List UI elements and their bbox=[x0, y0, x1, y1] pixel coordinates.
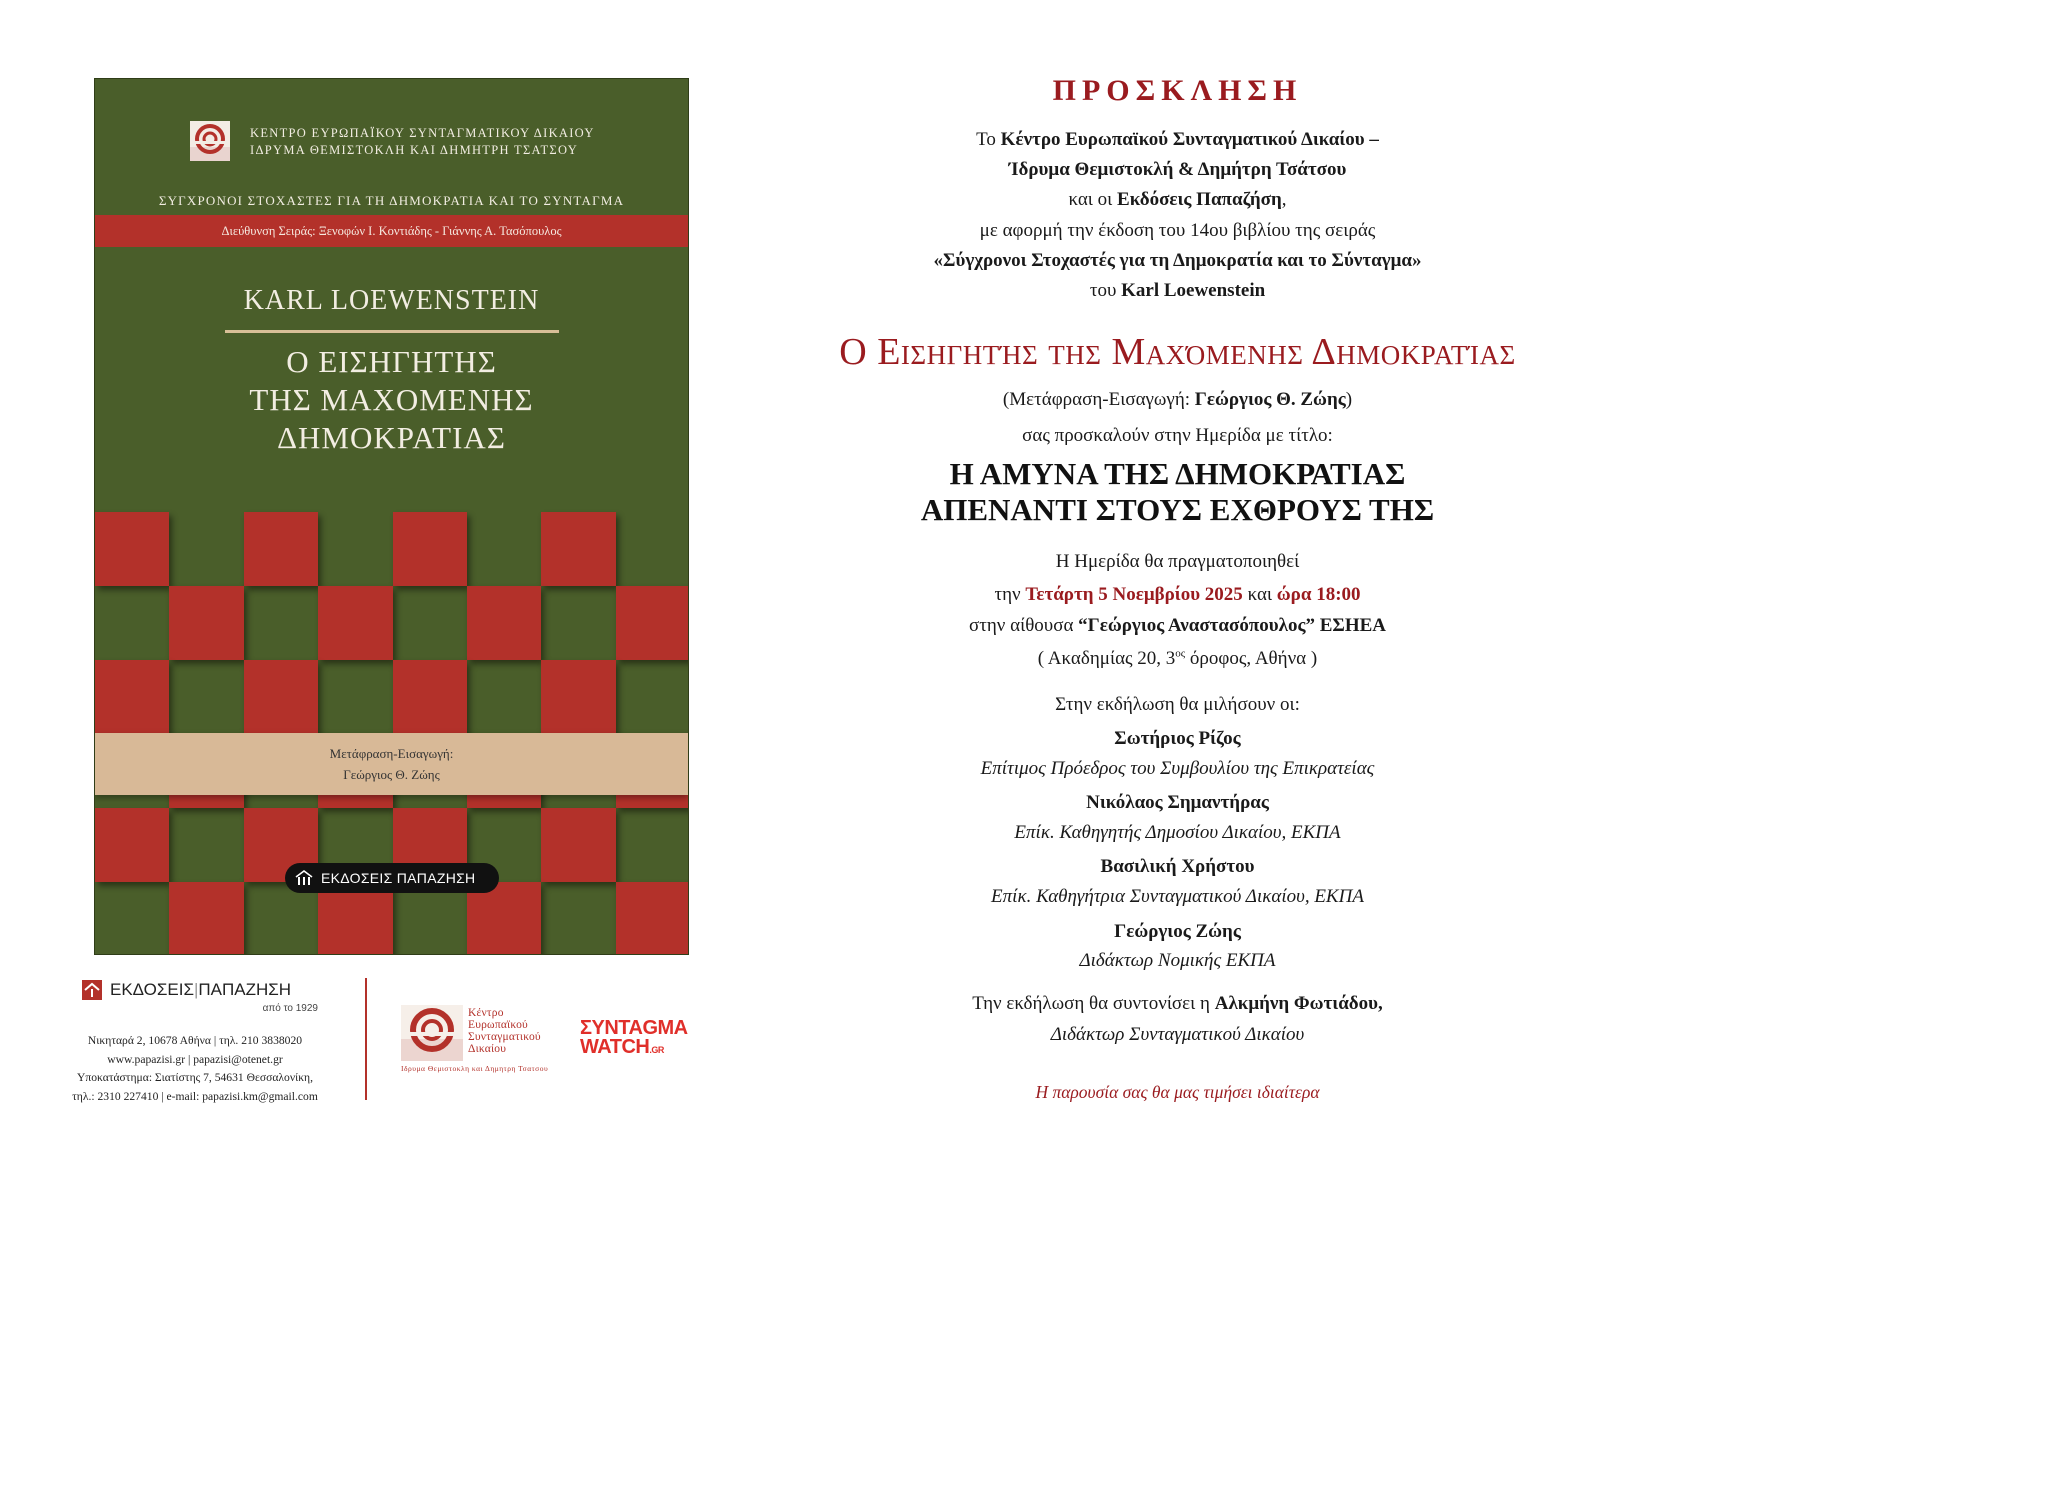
cover-checker-square bbox=[169, 586, 243, 660]
cover-institution-header bbox=[190, 121, 610, 161]
speaker-name: Βασιλική Χρήστου bbox=[1100, 856, 1255, 877]
cover-series-title: ΣΥΓΧΡΟΝΟΙ ΣΤΟΧΑΣΤΕΣ ΓΙΑ ΤΗ ΔΗΜΟΚΡΑΤΙΑ ΚΑΙ ΤΟ ΣΥΝΤΑΓΜΑ bbox=[158, 193, 625, 208]
papazisi-contact-info: Νικηταρά 2, 10678 Αθήνα | τηλ. 210 3838020 www.papazisi.gr | papazisi@otenet.gr Υποκατάστημα: Σιατίστης 7, 54631 Θεσσαλονίκη, τηλ.: 2310 227410 | e-mail: papazisi.km@gmail.com bbox=[72, 1034, 318, 1103]
cover-checker-square bbox=[244, 660, 318, 734]
host-line-1: Το Κέντρο Ευρωπαϊκού Συνταγματικού Δικαίου – bbox=[976, 129, 1379, 150]
footer-divider bbox=[365, 978, 367, 1100]
book-title: Ο Εισηγητής της Μαχόμενης Δημοκρατίας bbox=[839, 331, 1516, 373]
book-cover bbox=[94, 78, 689, 955]
cover-checker-square bbox=[541, 512, 615, 586]
papazisi-since: από το 1929 bbox=[262, 1003, 318, 1014]
cover-publisher-badge: ΕΚΔΟΣΕΙΣ ΠΑΠΑΖΗΣΗ bbox=[285, 863, 499, 893]
speaker-name: Νικόλαος Σημαντήρας bbox=[1086, 792, 1269, 813]
cover-divider bbox=[225, 330, 559, 333]
cover-checker-square bbox=[318, 586, 392, 660]
occasion-line: με αφορμή την έκδοση του 14ου βιβλίου της σειράς bbox=[979, 220, 1376, 241]
papazisi-logo bbox=[82, 980, 322, 1020]
invite-line: σας προσκαλούν στην Ημερίδα με τίτλο: bbox=[1022, 425, 1333, 446]
cover-checker-square bbox=[616, 882, 689, 955]
closing-line: Η παρουσία σας θα μας τιμήσει ιδιαίτερα bbox=[1035, 1082, 1320, 1102]
kedd-footer-subtitle: Ιδρυμα Θεμιστοκλη και Δημητρη Τσατσου bbox=[401, 1064, 549, 1073]
host-line-3: και οι Εκδόσεις Παπαζήση, bbox=[1068, 189, 1287, 210]
cover-checker-square bbox=[393, 512, 467, 586]
host-line-2: Ίδρυμα Θεμιστοκλή & Δημήτρη Τσάτσου bbox=[1008, 159, 1347, 180]
publisher-building-icon bbox=[295, 869, 313, 887]
syntagma-watch-logo: ΣYNTAGMA WATCH.GR bbox=[580, 1017, 688, 1058]
papazisi-name: ΕΚΔΟΣΕΙΣ|ΠΑΠΑΖΗΣΗ bbox=[110, 980, 292, 999]
papazisi-house-icon bbox=[82, 980, 102, 1000]
moderator-line: Την εκδήλωση θα συντονίσει η Αλκμήνη Φωτιάδου, bbox=[972, 993, 1383, 1014]
cover-series-direction: Διεύθυνση Σειράς: Ξενοφών Ι. Κοντιάδης - Γιάννης Α. Τασόπουλος bbox=[95, 215, 688, 247]
cover-center-name: ΚΕΝΤΡΟ ΕΥΡΩΠΑΪΚΟΥ ΣΥΝΤΑΓΜΑΤΙΚΟΥ ΔΙΚΑΙΟΥ ΙΔΡΥΜΑ ΘΕΜΙΣΤΟΚΛΗ ΚΑΙ ΔΗΜΗΤΡΗ ΤΣΑΤΣΟΥ bbox=[250, 126, 595, 157]
cover-checker-square bbox=[169, 882, 243, 955]
cover-checker-square bbox=[244, 512, 318, 586]
held-line: Η Ημερίδα θα πραγματοποιηθεί bbox=[1055, 551, 1300, 572]
kedd-footer-logo-icon bbox=[401, 1005, 463, 1061]
cover-checker-square bbox=[541, 660, 615, 734]
event-title: Η ΑΜΥΝΑ ΤΗΣ ΔΗΜΟΚΡΑΤΙΑΣ ΑΠΕΝΑΝΤΙ ΣΤΟΥΣ ΕΧΘΡΟΥΣ ΤΗΣ bbox=[920, 456, 1435, 527]
kedd-logo-icon bbox=[190, 121, 230, 161]
speaker-role: Επίκ. Καθηγήτρια Συνταγματικού Δικαίου, ΕΚΠΑ bbox=[991, 886, 1364, 907]
invitation-heading: ΠΡΟΣΚΛΗΣΗ bbox=[1052, 74, 1303, 107]
speaker-role: Επίτιμος Πρόεδρος του Συμβουλίου της Επικρατείας bbox=[980, 758, 1375, 779]
cover-checker-square bbox=[393, 660, 467, 734]
speaker-name: Σωτήριος Ρίζος bbox=[1114, 728, 1241, 749]
kedd-footer-name: Κέντρο Ευρωπαϊκού Συνταγματικού Δικαίου bbox=[468, 1007, 541, 1055]
venue-line: στην αίθουσα “Γεώργιος Αναστασόπουλος” ΕΣΗΕΑ bbox=[968, 615, 1387, 636]
date-line: την Τετάρτη 5 Νοεμβρίου 2025 και ώρα 18:00 bbox=[994, 584, 1361, 605]
cover-checker-square bbox=[95, 512, 169, 586]
cover-checker-square bbox=[616, 586, 689, 660]
author-line: του Karl Loewenstein bbox=[1089, 280, 1266, 301]
moderator-role: Διδάκτωρ Συνταγματικού Δικαίου bbox=[1050, 1024, 1305, 1045]
cover-checker-square bbox=[467, 586, 541, 660]
cover-author: KARL LOEWENSTEIN bbox=[243, 285, 540, 316]
cover-title: Ο ΕΙΣΗΓΗΤΗΣ ΤΗΣ ΜΑΧΟΜΕΝΗΣ ΔΗΜΟΚΡΑΤΙΑΣ bbox=[249, 344, 534, 455]
speaker-role: Διδάκτωρ Νομικής ΕΚΠΑ bbox=[1079, 950, 1276, 971]
speaker-name: Γεώργιος Ζώης bbox=[1114, 921, 1241, 942]
series-line: «Σύγχρονοι Στοχαστές για τη Δημοκρατία και το Σύνταγμα» bbox=[933, 250, 1422, 271]
cover-translation-band: Μετάφραση-Εισαγωγή: Γεώργιος Θ. Ζώης bbox=[95, 733, 688, 795]
cover-checker-square bbox=[95, 660, 169, 734]
cover-checker-square bbox=[95, 808, 169, 882]
address-line: ( Ακαδημίας 20, $3^{o\varsigma}$ όροφος, Αθήνα ) bbox=[1037, 647, 1318, 669]
speakers-intro: Στην εκδήλωση θα μιλήσουν οι: bbox=[1055, 694, 1300, 715]
cover-checker-square bbox=[541, 808, 615, 882]
speaker-role: Επίκ. Καθηγητής Δημοσίου Δικαίου, ΕΚΠΑ bbox=[1014, 822, 1341, 843]
translation-line: (Μετάφραση-Εισαγωγή: Γεώργιος Θ. Ζώης) bbox=[1002, 389, 1353, 410]
